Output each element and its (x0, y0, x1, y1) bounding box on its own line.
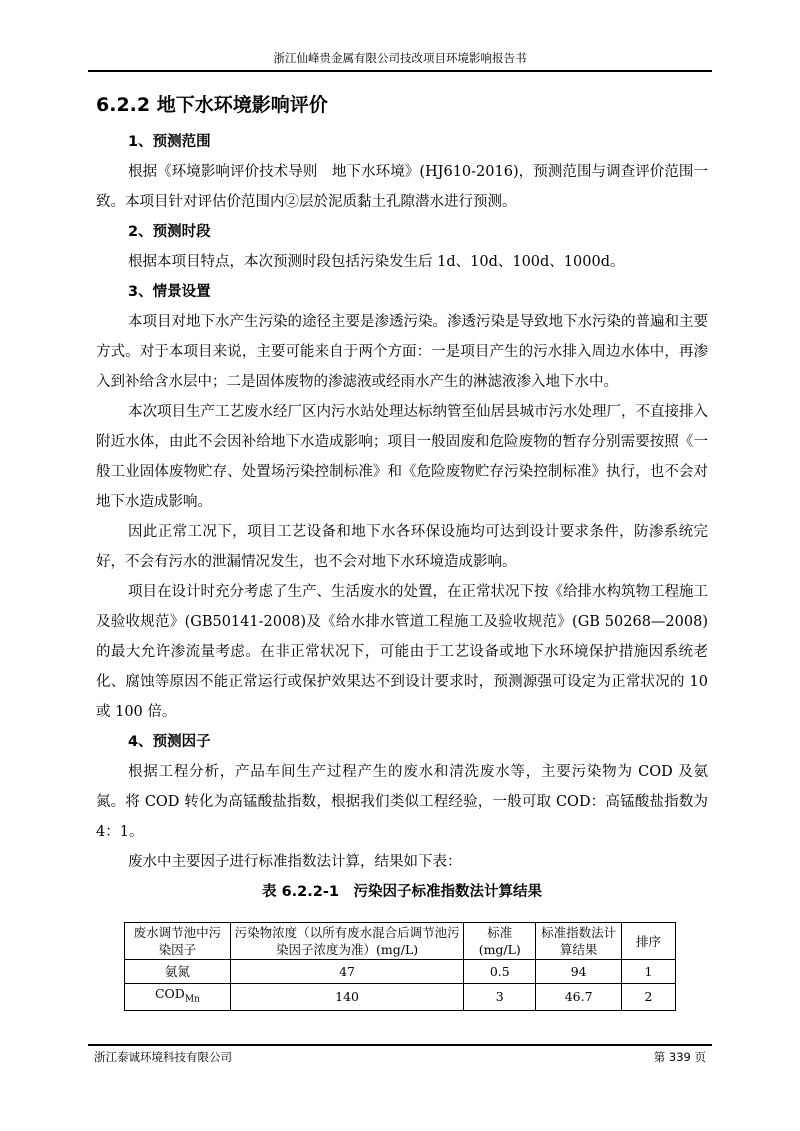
table-header-cell: 标准指数法计算结果 (536, 923, 622, 960)
footer-company: 浙江泰诚环境科技有限公司 (94, 1050, 232, 1064)
table-cell: 0.5 (464, 960, 536, 984)
results-table (124, 922, 676, 1011)
page-header: 浙江仙峰贵金属有限公司技改项目环境影响报告书 (88, 50, 712, 72)
paragraph-pollution-pathway: 本项目对地下水产生污染的途径主要是渗透污染。渗透污染是导致地下水污染的普遍和主要方式。对于本项目来说，主要可能来自于两个方面：一是项目产生的污水排入周边水体中，再渗入到补给含水层中；二是固体废物的渗滤液或经雨水产生的淋滤液渗入地下水中。 (96, 314, 708, 390)
paragraph-forecast-period: 根据本项目特点，本次预测时段包括污染发生后 1d、10d、100d、1000d。 (128, 254, 625, 270)
cod-subscript: Mn (184, 994, 200, 1005)
table-cell: 氨氮 (125, 960, 231, 984)
paragraph-abnormal-condition: 项目在设计时充分考虑了生产、生活废水的处置，在正常状况下按《给排水构筑物工程施工及验收规范》(GB50141-2008)及《给水排水管道工程施工及验收规范》(GB 50268—2008)的最大允许渗流量考虑。在非正常状况下，可能由于工艺设备或地下水环境保护措施因系统老化、腐蚀等原因不能正常运行或保护效果达不到设计要求时，预测源强可设定为正常状况的 10 或 100 倍。 (96, 584, 708, 720)
table-cell: 1 (622, 960, 676, 984)
table-header-cell: 废水调节池中污染因子 (125, 923, 231, 960)
paragraph-normal-condition: 因此正常工况下，项目工艺设备和地下水各环保设施均可达到设计要求条件，防渗系统完好，不会有污水的泄漏情况发生，也不会对地下水环境造成影响。 (96, 524, 708, 570)
subheading-scenario: 3、情景设置 (128, 284, 211, 300)
table-header-cell: 污染物浓度（以所有废水混合后调节池污染因子浓度为准）(mg/L) (230, 923, 463, 960)
table-cell: 140 (230, 984, 463, 1011)
table-cell: 3 (464, 984, 536, 1011)
table-cell: 94 (536, 960, 622, 984)
table-cell: 2 (622, 984, 676, 1011)
table-header-cell: 排序 (622, 923, 676, 960)
document-body (96, 92, 708, 905)
table-header-row (125, 923, 676, 960)
paragraph-table-intro: 废水中主要因子进行标准指数法计算，结果如下表： (128, 854, 462, 870)
table-cell (125, 984, 231, 1011)
page-footer (88, 1044, 712, 1065)
table-cell: 46.7 (536, 984, 622, 1011)
table-row (125, 984, 676, 1011)
paragraph-factor-analysis: 根据工程分析，产品车间生产过程产生的废水和清洗废水等，主要污染物为 COD 及氨氮。将 COD 转化为高锰酸盐指数，根据我们类似工程经验，一般可取 COD：高锰酸盐指数为 4：1。 (96, 764, 708, 840)
table-row (125, 960, 676, 984)
section-title: 6.2.2 地下水环境影响评价 (96, 94, 328, 116)
footer-page-number: 第 339 页 (653, 1050, 706, 1064)
table-caption: 表 6.2.2-1 污染因子标准指数法计算结果 (262, 884, 542, 900)
subheading-forecast-scope: 1、预测范围 (128, 134, 211, 150)
paragraph-wastewater-handling: 本次项目生产工艺废水经厂区内污水站处理达标纳管至仙居县城市污水处理厂，不直接排入附近水体，由此不会因补给地下水造成影响；项目一般固废和危险废物的暂存分别需要按照《一般工业固体废物贮存、处置场污染控制标准》和《危险废物贮存污染控制标准》执行，也不会对地下水造成影响。 (96, 404, 708, 510)
table-header-cell: 标准(mg/L) (464, 923, 536, 960)
table-cell: 47 (230, 960, 463, 984)
paragraph-forecast-scope: 根据《环境影响评价技术导则 地下水环境》(HJ610-2016)，预测范围与调查评价范围一致。本项目针对评估价范围内②层於泥质黏土孔隙潜水进行预测。 (96, 164, 708, 210)
subheading-forecast-factors: 4、预测因子 (128, 734, 211, 750)
subheading-forecast-period: 2、预测时段 (128, 224, 211, 240)
cod-label: COD (154, 986, 185, 1001)
